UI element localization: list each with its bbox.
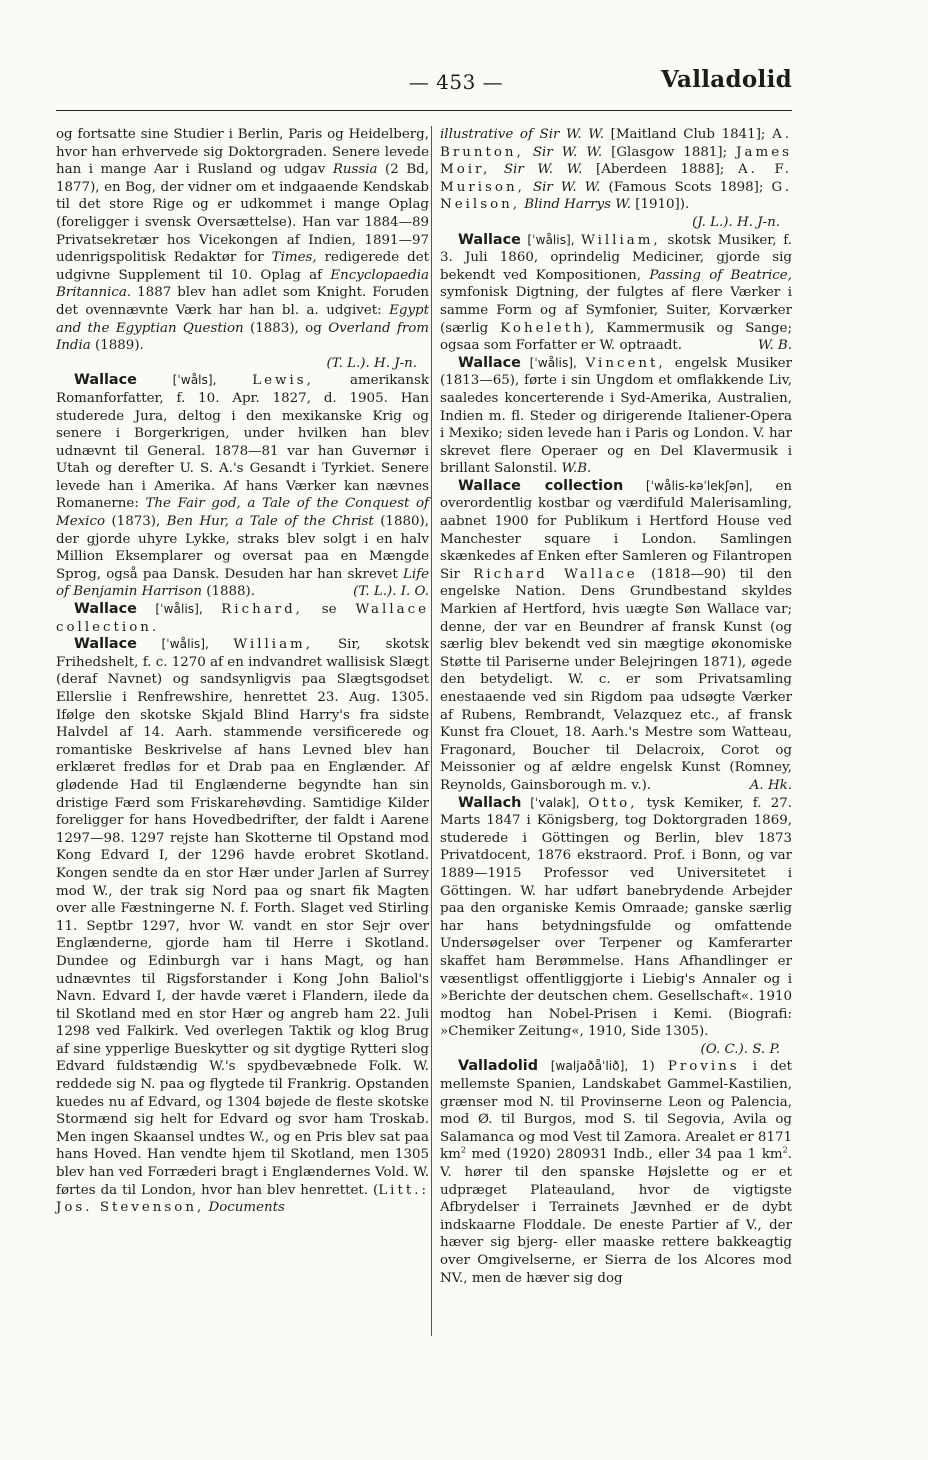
headword: Wallace (458, 354, 521, 371)
pronunciation: [ˈwålis], (136, 602, 222, 617)
entry-text: amerikansk Romanforfatter, f. 10. Apr. 1827, d. 1905. Han studerede Jura, deltog i den mexikanske Krig og senere i Borgerkrigen, under hvilken han blev udnævnt til General. 1878—81 var han Guvernør i Utah og derefter U. S. A.'s Gesandt i Tyrkiet. Senere levede han i Amerika. Af hans Værker kan nævnes Romanerne: (56, 373, 429, 512)
headword: Wallace (74, 636, 137, 653)
pronunciation: [waljaðåˈlið], (538, 1059, 641, 1074)
column-divider (431, 126, 432, 1336)
entry-text: . V. hører til den spanske Højslette og er et udpræget Plateauland, hvor de vigtigste Afbrydelser i Terrainets Jævnhed er de dybt indskaarne Floddale. De eneste Partier af V., der hæver sig bjerg- eller maaske rettere bakkeagtig over Omgivelserne, er Sierra de los Alcores mod NV., men de hæver sig dog (440, 1147, 792, 1286)
entry-text: skotsk Musiker, f. 3. Juli 1860, oprindelig Mediciner, gjorde sig bekendt ved Kompositionen, (440, 232, 792, 283)
entry-text: tysk Kemiker, f. 27. Marts 1847 i Königsberg, tog Doktorgraden 1869, studerede i Göttingen og Berlin, blev 1873 Privatdocent, 1876 ekstraord. Prof. i Bonn, og var 1889—1915 Professor ved Universitetet i Göttingen. W. har udført banebrydende Arbejder paa den organiske Kemis Omraade; ganske særlig har hans betydningsfulde og omfattende Undersøgelser over Terpener og Kamferarter skaffet ham Berømmelse. Hans Afhandlinger er væsentligst offentliggjorte i Liebig's Annaler og i »Berichte der deutschen chem. Gesellschaft«. 1910 modtog han Nobel-Prisen i Kemi. (Biografi: »Chemiker Zeitung«, 1910, Side 1305). (440, 795, 793, 1040)
work-title: The Fair god, a Tale of the Conquest of Mexico (56, 496, 429, 530)
person-name: Otto, (588, 795, 638, 811)
entry-text: ), Kammermusik og Sange; ogsaa som Forfatter er W. optraadt. (440, 320, 792, 354)
work-title: Sir W. W. (532, 144, 603, 160)
author-name: Jos. Stevenson, (56, 1200, 205, 1216)
entry-text: (1880), der gjorde uhyre Lykke, straks blev solgt i en halv Million Eksemplarer og oversat paa en Mængde Sprog, også paa Dansk. Desuden har han skrevet (56, 514, 429, 582)
entry-text: en overordentlig kostbar og værdifuld Malerisamling, aabnet 1900 for Publikum i Hertford House ved Manchester square i London. Samlingen skænkedes af Enken efter Samleren og Filantropen Sir (440, 478, 793, 582)
entry-text: se (302, 602, 356, 618)
page-number: — 453 — (408, 70, 504, 94)
entry-continuation (440, 126, 792, 214)
author-name: G. Neilson, (440, 179, 792, 213)
entry-text (525, 180, 533, 195)
work-title: illustrative of Sir W. W. (440, 127, 604, 142)
entry-wallace-collection (440, 478, 792, 795)
person-name: Lewis, (252, 373, 314, 389)
superscript: 2 (460, 1145, 466, 1155)
entry-text (524, 145, 533, 160)
work-title: Life of Benjamin Harrison (56, 566, 429, 600)
author-signature: (O. C.). S. P. (700, 1041, 780, 1057)
entry-text: engelsk Musiker (1813—65), førte i sin Ungdom et omflakkende Liv, saaledes koncerterende i Syd-Amerika, Australien, Indien m. fl. Steder og dirigerende Italiener-Opera i Mexiko; siden levede han i Paris og London. V. har skrevet flere Operaer og en Del Klavermusik i brillant Salonstil. (440, 355, 792, 477)
entry-text: Sir, skotsk Frihedshelt, f. c. 1270 af en indvandret wallisisk Slægt (deraf Navnet) og sandsynligvis paa Slægtsgodset Ellerslie i Renfrewshire, henrettet 23. Aug. 1305. Ifølge den skotske Skjald Blind Harry's fra sidste Halvdel af 14. Aarh. stammende versificerede og romantiske Beskrivelse af hans Levned blev han erklæret fredløs for et Drab paa en Englænder. Af glødende Had til Englænderne begyndte han sin dristige Færd som Friskarehøvding. Samtidige Kilder foreligger for hans Hovedbedrifter, der faldt i Aarene 1297—98. 1297 rejste han Skotterne til Opstand mod Kong Edvard I, der 1296 havde erobret Skotland. Kongen sendte da en stor Hær under Jarlen af Surrey mod W., der trak sig Nord paa og snart fik Magten over alle Fæstningerne N. f. Forth. Slaget ved Stirling 11. Septbr 1297, hvor W. vandt en stor Sejr over Englænderne, gjorde ham til Herre i Skotland. Dundee og Edinburgh var i hans Magt, og han udnævntes til Rigsforstander i Kong John Baliol's Navn. Edvard I, der havde været i Flandern, ilede da til Skotland med en stor Hær og angreb ham 22. Juli 1298 ved Falkirk. Ved overlegen Taktik og klog Brug af sine ypperlige Bueskytter og sit dygtige Rytteri slog Edvard fuldstændig W.'s spydbevæbnede Folk. W. reddede sig N. paa og flygtede til Frankrig. Opstanden kuedes nu af Edvard, og 1304 bøjede de fleste skotske Stormænd sig helt for Edvard og svor ham Troskab. Men ingen Skaansel undtes W., og en Pris blev sat paa hans Hoved. Han vendte hjem til Skotland, men 1305 blev han ved Forræderi bragt i Englændernes Vold. W. førtes da til London, hvor han blev henrettet. ( (56, 637, 429, 1198)
spaced-term: Provins (667, 1059, 740, 1075)
pronunciation: [ˈwålis], (520, 232, 582, 247)
headword: Wallach (458, 794, 522, 811)
pronunciation: [ˈwålis-kəˈlekʃən], (623, 478, 776, 493)
entry-valladolid (440, 1058, 792, 1287)
entry-text (490, 162, 504, 177)
entry-wallace-lewis (56, 372, 429, 601)
entry-wallach-otto (440, 795, 792, 1041)
headword: Wallace (74, 601, 137, 618)
author-name: James Moir, (440, 144, 792, 178)
cross-reference: Wallace collection. (56, 602, 430, 635)
person-name: Richard, (221, 602, 303, 618)
entry-text: (1883), og (243, 320, 329, 336)
header-rule (56, 110, 792, 111)
work-title: Egypt and the Egyptian Question (56, 302, 429, 336)
work-title: Sir W. W. (503, 162, 583, 178)
running-head: Valladolid (661, 66, 792, 93)
work-title: Overland from India (56, 320, 429, 354)
entry-text: [1910]). (631, 197, 690, 213)
entry-text: med (1920) 280931 Indb., eller 34 paa 1 km (465, 1147, 783, 1163)
person-name: Richard Wallace (473, 566, 638, 582)
entry-text: [Aberdeen 1888]; (582, 162, 738, 178)
entry-text: [Glasgow 1881]; (602, 144, 737, 160)
work-title: Passing of Beatrice, (649, 267, 792, 283)
author-signature: W. B. (757, 338, 792, 354)
entry-text: (1873), (105, 514, 167, 530)
entry-wallace-william-sir (56, 636, 429, 1217)
entry-text: [Maitland Club 1841]; (603, 127, 773, 142)
work-title: Encyclopaedia Britannica. (56, 267, 429, 301)
superscript: 2 (782, 1145, 788, 1155)
headword: Wallace (458, 231, 521, 248)
author-name: A. Brunton, (440, 127, 792, 160)
author-signature: W.B. (561, 461, 592, 477)
headword: Wallace collection (458, 477, 624, 494)
literature-label: Litt.: (378, 1182, 429, 1198)
headword: Wallace (74, 372, 137, 389)
author-signature: (J. L.). H. J-n. (692, 214, 780, 230)
work-title: Blind Harrys W. (524, 197, 631, 213)
person-name: Vincent, (585, 355, 666, 371)
entry-wallace-william-musician (440, 232, 792, 355)
author-signature: (T. L.). I. O. (353, 584, 429, 600)
work-title: Times, (271, 250, 317, 266)
page-header (56, 66, 792, 106)
entry-wallace-richard (56, 601, 429, 636)
person-name: William, (581, 232, 661, 248)
right-column (440, 126, 792, 1287)
work-title: Sir W. W. (532, 179, 601, 195)
pronunciation: [ˈwålis], (520, 355, 586, 370)
entry-text: (1889). (90, 338, 144, 354)
work-title: Russia (332, 162, 378, 178)
author-signature: A. Hk. (749, 777, 792, 793)
author-signature: (T. L.). H. J-n. (326, 355, 417, 371)
work-title: Ben Hur, a Tale of the Christ (166, 514, 374, 530)
entry-text: redigerede det udgivne Supplement til 10. Oplag af (56, 250, 429, 283)
entry-text: 1) (640, 1059, 668, 1075)
entry-text: (Famous Scots 1898]; (600, 179, 772, 195)
entry-text: symfonisk Digtning, der fulgtes af flere Værker i samme Form og af Symfonier, Suiter, Korværker (særlig (440, 285, 792, 336)
pronunciation: [ˈvalak], (521, 795, 589, 810)
pronunciation: [ˈwålis], (136, 637, 234, 652)
person-name: William, (233, 637, 314, 653)
entry-text: og fortsatte sine Studier i Berlin, Paris og Heidelberg, hvor han erhvervede sig Doktorgraden. Senere levede han i mange Aar i Rusland og udgav (56, 127, 429, 178)
headword: Valladolid (458, 1058, 538, 1075)
work-title: Koheleth (500, 320, 585, 336)
left-column (56, 126, 429, 1217)
entry-text: (1888). (201, 584, 256, 600)
entry-text: (1818—90) til den engelske Nation. Dens Grundbestand skyldes Markien af Hertford, hvis uægte Søn Wallace var; denne, der var en Beundrer af fransk Kunst (og særlig blev bekendt ved sin mægtige økonomiske Støtte til Pariserne under Belejringen 1871), øgede den betydeligt. W. c. er som Privatsamling enestaaende ved sin Rigdom paa udsøgte Værker af Rubens, Rembrandt, Velazquez etc., af fransk Kunst fra Clouet, 18. Aarh.'s Mestre som Watteau, Fragonard, Boucher til Delacroix, Corot og Meissonier og af ældre engelsk Kunst (Romney, Reynolds, Gainsborough m. v.). (440, 566, 792, 793)
author-name: A. F. Murison, (440, 162, 792, 195)
entry-text: 1887 blev han adlet som Knight. Foruden det ovennævnte Værk har han bl. a. udgivet: (56, 285, 429, 318)
entry-text: i det mellemste Spanien, Landskabet Gammel-Kastilien, grænser mod N. til Provinserne Leon og Palencia, mod Ø. til Burgos, mod S. til Segovia, Avila og Salamanca og mod Vest til Zamora. Arealet er 8171 km (440, 1059, 792, 1163)
entry-wallace-vincent (440, 355, 792, 478)
work-title: Documents (208, 1200, 285, 1216)
pronunciation: [ˈwåls], (136, 373, 253, 388)
entry-text: (2 Bd, 1877), en Bog, der vidner om et indgaaende Kendskab til det store Rige og er udkommet i mange Oplag (foreligger i svensk Oversættelse). Han var 1884—89 Privatsekretær hos Vicekongen af Indien, 1891—97 udenrigspolitisk Redaktør for (56, 162, 429, 266)
entry-continuation (56, 126, 429, 355)
